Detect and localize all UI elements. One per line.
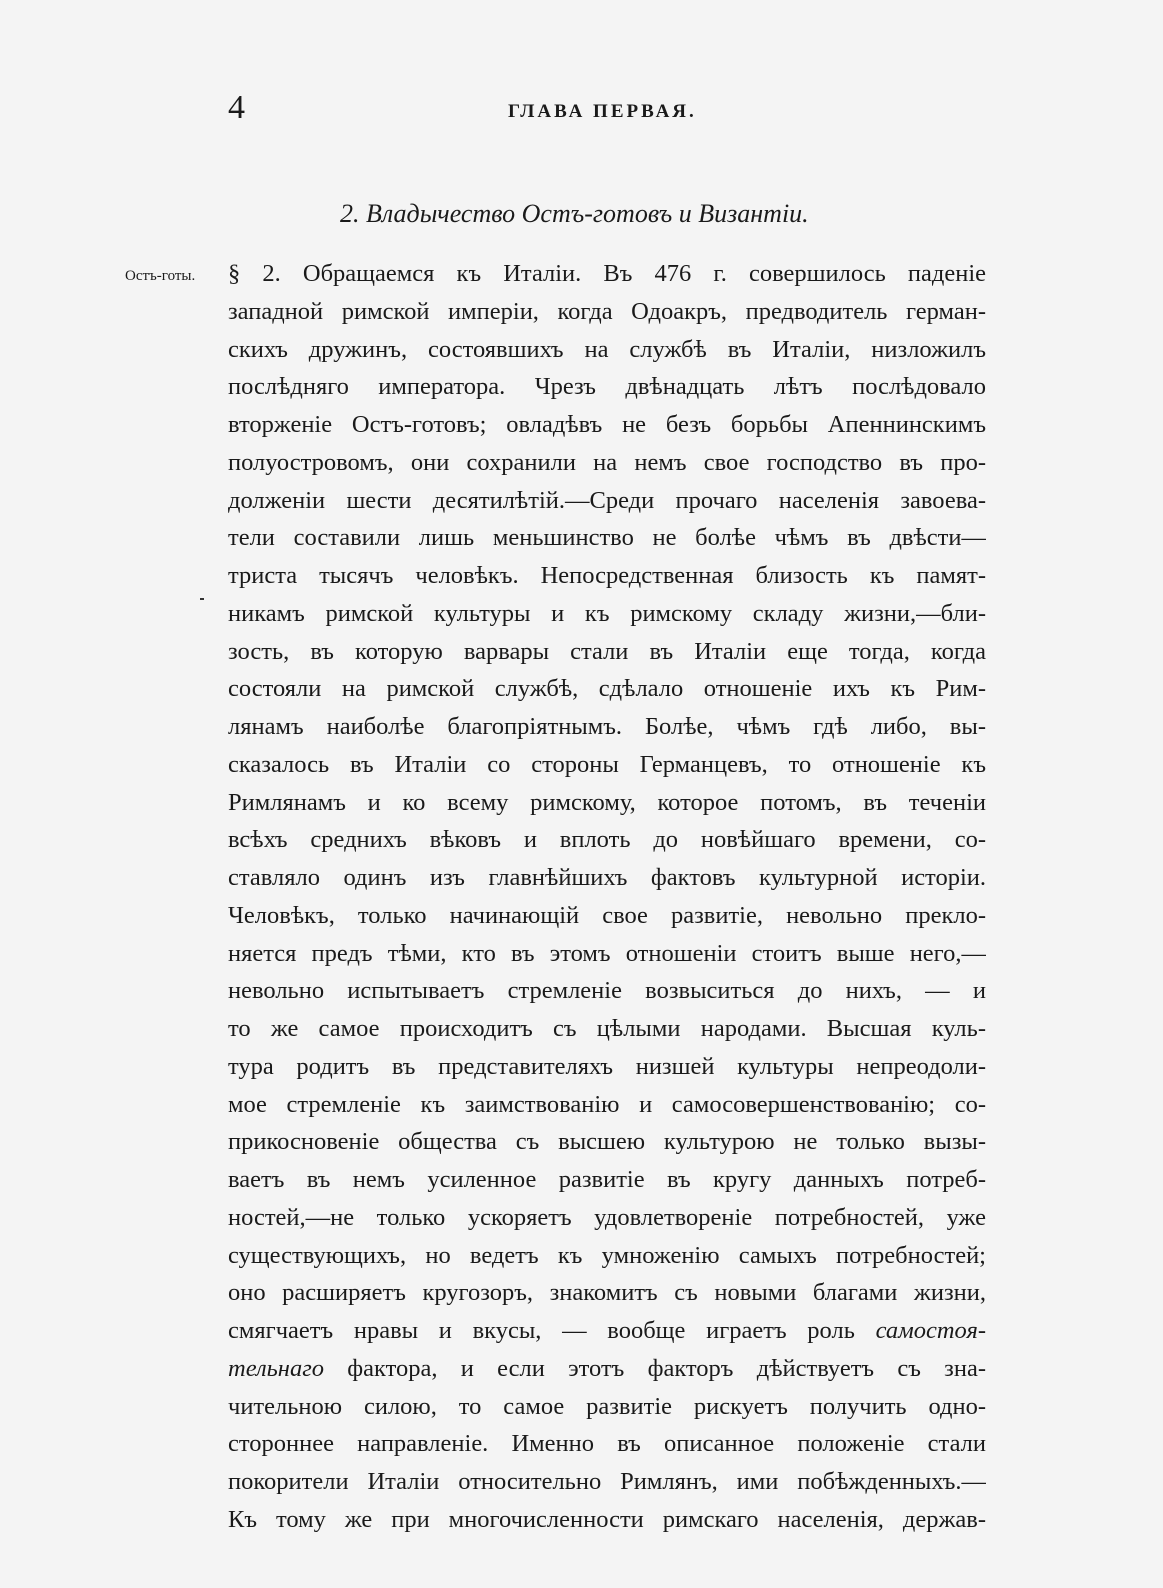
italic-term: самостоя-	[875, 1317, 986, 1344]
text-line: ваетъ въ немъ усиленное развитіе въ кругу данныхъ потреб-	[228, 1166, 986, 1193]
text-line: невольно испытываетъ стремленіе возвыситься до нихъ, — и	[228, 977, 986, 1005]
text-line: тели составили лишь меньшинство не болѣе чѣмъ въ двѣсти—	[228, 524, 986, 552]
text-line: существующихъ, но ведетъ къ умноженію самыхъ потребностей;	[228, 1241, 986, 1269]
text-line: триста тысячъ человѣкъ. Непосредственная близость къ памят-	[228, 562, 986, 589]
text-line: скихъ дружинъ, состоявшихъ на службѣ въ Италіи, низложилъ	[228, 335, 986, 363]
text-line-segment: смягчаетъ нравы и вкусы, — вообще играетъ роль	[228, 1317, 855, 1344]
text-line: никамъ римской культуры и къ римскому складу жизни,—бли-	[228, 599, 986, 627]
text-line: состояли на римской службѣ, сдѣлало отношеніе ихъ къ Рим-	[228, 675, 986, 703]
running-header: ГЛАВА ПЕРВАЯ.	[508, 101, 697, 122]
text-line-with-italic	[228, 1312, 986, 1350]
text-line: ставляло одинъ изъ главнѣйшихъ фактовъ культурной исторіи.	[228, 864, 986, 891]
text-line: § 2. Обращаемся къ Италіи. Въ 476 г. совершилось паденіе	[228, 260, 986, 287]
text-line: полуостровомъ, они сохранили на немъ свое господство въ про-	[228, 448, 986, 476]
section-title: 2. Владычество Остъ-готовъ и Византіи.	[340, 199, 809, 228]
text-line: оно расширяетъ кругозоръ, знакомитъ съ новыми благами жизни,	[228, 1279, 986, 1307]
text-line: всѣхъ среднихъ вѣковъ и вплоть до новѣйшаго времени, со-	[228, 826, 986, 854]
text-line: тура родитъ въ представителяхъ низшей культуры непреодоли-	[228, 1052, 986, 1080]
margin-note: Остъ-готы.	[125, 268, 196, 284]
body-text	[228, 255, 986, 1539]
text-line: Человѣкъ, только начинающій свое развитіе, невольно прекло-	[228, 901, 986, 929]
text-line: прикосновеніе общества съ высшею культурою не только вызы-	[228, 1128, 986, 1156]
text-line: зость, въ которую варвары стали въ Италіи еще тогда, когда	[228, 637, 986, 665]
text-line: Къ тому же при многочисленности римскаго населенія, держав-	[228, 1505, 986, 1533]
text-line: ностей,—не только ускоряетъ удовлетвореніе потребностей, уже	[228, 1203, 986, 1231]
text-line: послѣдняго императора. Чрезъ двѣнадцать лѣтъ послѣдовало	[228, 373, 986, 401]
italic-term: тельнаго	[228, 1354, 325, 1382]
text-line: вторженіе Остъ-готовъ; овладѣвъ не безъ борьбы Апеннинскимъ	[228, 411, 986, 438]
text-line: Римлянамъ и ко всему римскому, которое потомъ, въ теченіи	[228, 788, 986, 816]
text-line: стороннее направленіе. Именно въ описанное положеніе стали	[228, 1430, 986, 1458]
text-line: няется предъ тѣми, кто въ этомъ отношеніи стоитъ выше него,—	[228, 939, 986, 967]
text-line: то же самое происходитъ съ цѣлыми народами. Высшая куль-	[228, 1015, 986, 1042]
text-line: лянамъ наиболѣе благопріятнымъ. Болѣе, чѣмъ гдѣ либо, вы-	[228, 713, 986, 740]
text-line-segment: фактора, и если этотъ факторъ дѣйствуетъ съ зна-	[347, 1354, 986, 1382]
text-line: покорители Италіи относительно Римлянъ, ими побѣжденныхъ.—	[228, 1468, 986, 1495]
text-line: западной римской имперіи, когда Одоакръ, предводитель герман-	[228, 297, 986, 325]
stray-print-mark	[200, 598, 204, 600]
text-line-with-italic	[228, 1350, 986, 1388]
text-line: сказалось въ Италіи со стороны Германцевъ, то отношеніе къ	[228, 750, 986, 778]
text-line: чительною силою, то самое развитіе рискуетъ получить одно-	[228, 1392, 986, 1420]
text-line: долженіи шести десятилѣтій.—Среди прочаго населенія завоева-	[228, 486, 986, 514]
text-line: мое стремленіе къ заимствованію и самосовершенствованію; со-	[228, 1090, 986, 1118]
page-number: 4	[228, 89, 245, 126]
